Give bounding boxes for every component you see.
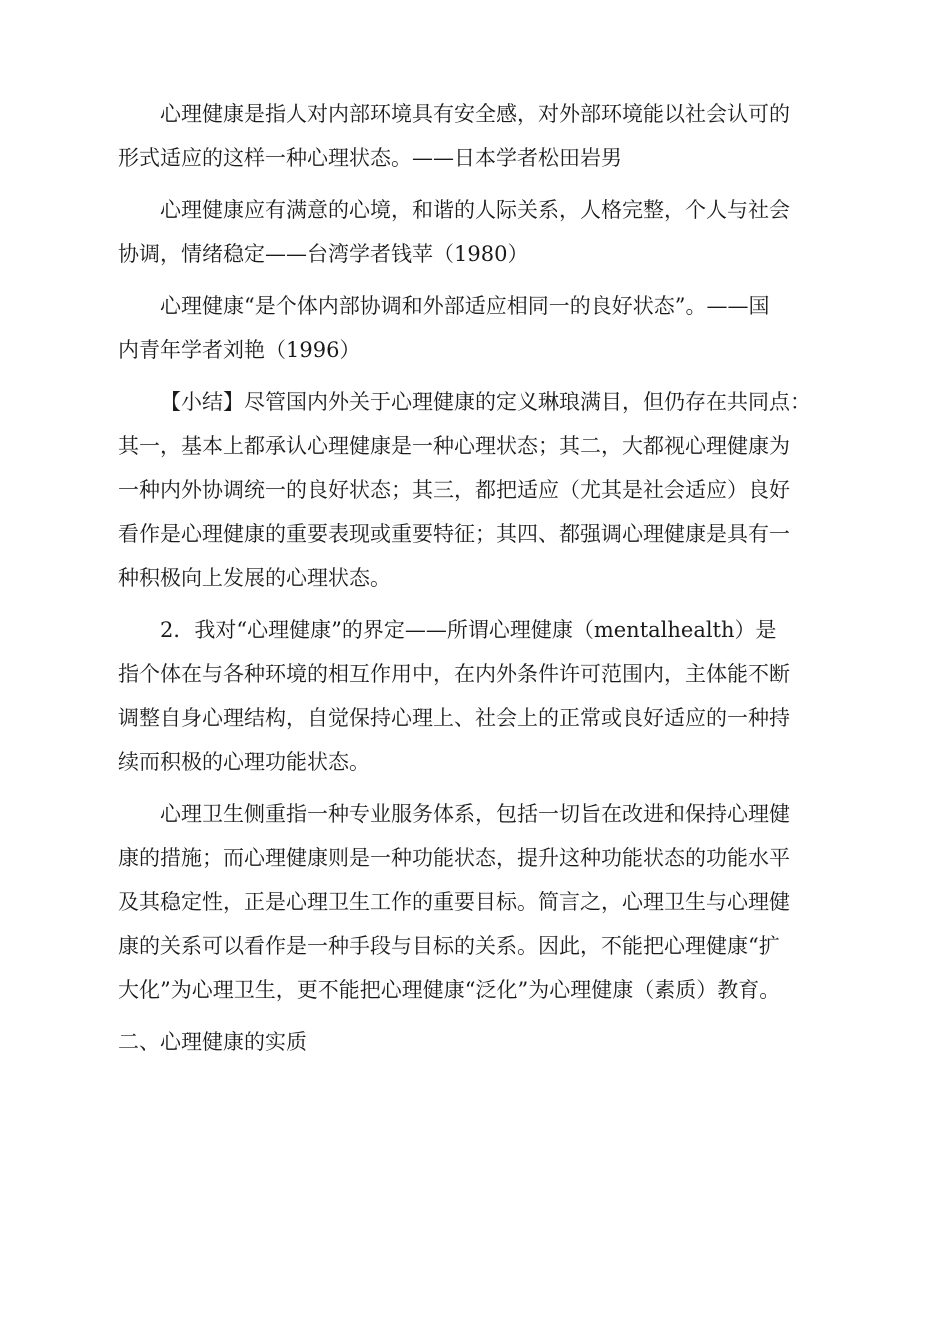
text-line: 种积极向上发展的心理状态。	[118, 566, 391, 590]
paragraph-hygiene-vs-health	[118, 792, 836, 1012]
paragraph-definition-matsuda	[118, 92, 836, 180]
paragraph-summary	[118, 380, 836, 600]
paragraph-definition-qian	[118, 188, 836, 276]
text-line: 其一，基本上都承认心理健康是一种心理状态；其二，大都视心理健康为	[118, 434, 790, 458]
paragraph-my-definition	[118, 608, 836, 784]
text-line: 心理健康“是个体内部协调和外部适应相同一的良好状态”。——国	[160, 294, 770, 318]
text-line: 大化”为心理卫生，更不能把心理健康“泛化”为心理健康（素质）教育。	[118, 978, 781, 1002]
section-heading: 二、心理健康的实质	[118, 1030, 307, 1054]
text-line: 指个体在与各种环境的相互作用中，在内外条件许可范围内，主体能不断	[118, 662, 790, 686]
paragraph-definition-liu	[118, 284, 836, 372]
text-line: 续而积极的心理功能状态。	[118, 750, 370, 774]
text-line: 【小结】尽管国内外关于心理健康的定义琳琅满目，但仍存在共同点：	[160, 390, 811, 414]
text-line: 及其稳定性，正是心理卫生工作的重要目标。简言之，心理卫生与心理健	[118, 890, 790, 914]
text-line: 协调，情绪稳定——台湾学者钱苹（1980）	[118, 242, 529, 266]
text-line: 康的关系可以看作是一种手段与目标的关系。因此，不能把心理健康“扩	[118, 934, 780, 958]
document-page	[118, 92, 836, 1064]
text-line: 内青年学者刘艳（1996）	[118, 338, 361, 362]
text-line: 看作是心理健康的重要表现或重要特征；其四、都强调心理健康是具有一	[118, 522, 790, 546]
text-line: 心理健康是指人对内部环境具有安全感，对外部环境能以社会认可的	[160, 102, 790, 126]
text-line: 调整自身心理结构，自觉保持心理上、社会上的正常或良好适应的一种持	[118, 706, 790, 730]
text-line: 康的措施；而心理健康则是一种功能状态，提升这种功能状态的功能水平	[118, 846, 790, 870]
text-line: 2．我对“心理健康”的界定——所谓心理健康（mentalhealth）是	[160, 618, 777, 642]
text-line: 心理健康应有满意的心境，和谐的人际关系，人格完整，个人与社会	[160, 198, 790, 222]
text-line: 形式适应的这样一种心理状态。——日本学者松田岩男	[118, 146, 622, 170]
text-line: 一种内外协调统一的良好状态；其三，都把适应（尤其是社会适应）良好	[118, 478, 790, 502]
text-line: 心理卫生侧重指一种专业服务体系，包括一切旨在改进和保持心理健	[160, 802, 790, 826]
